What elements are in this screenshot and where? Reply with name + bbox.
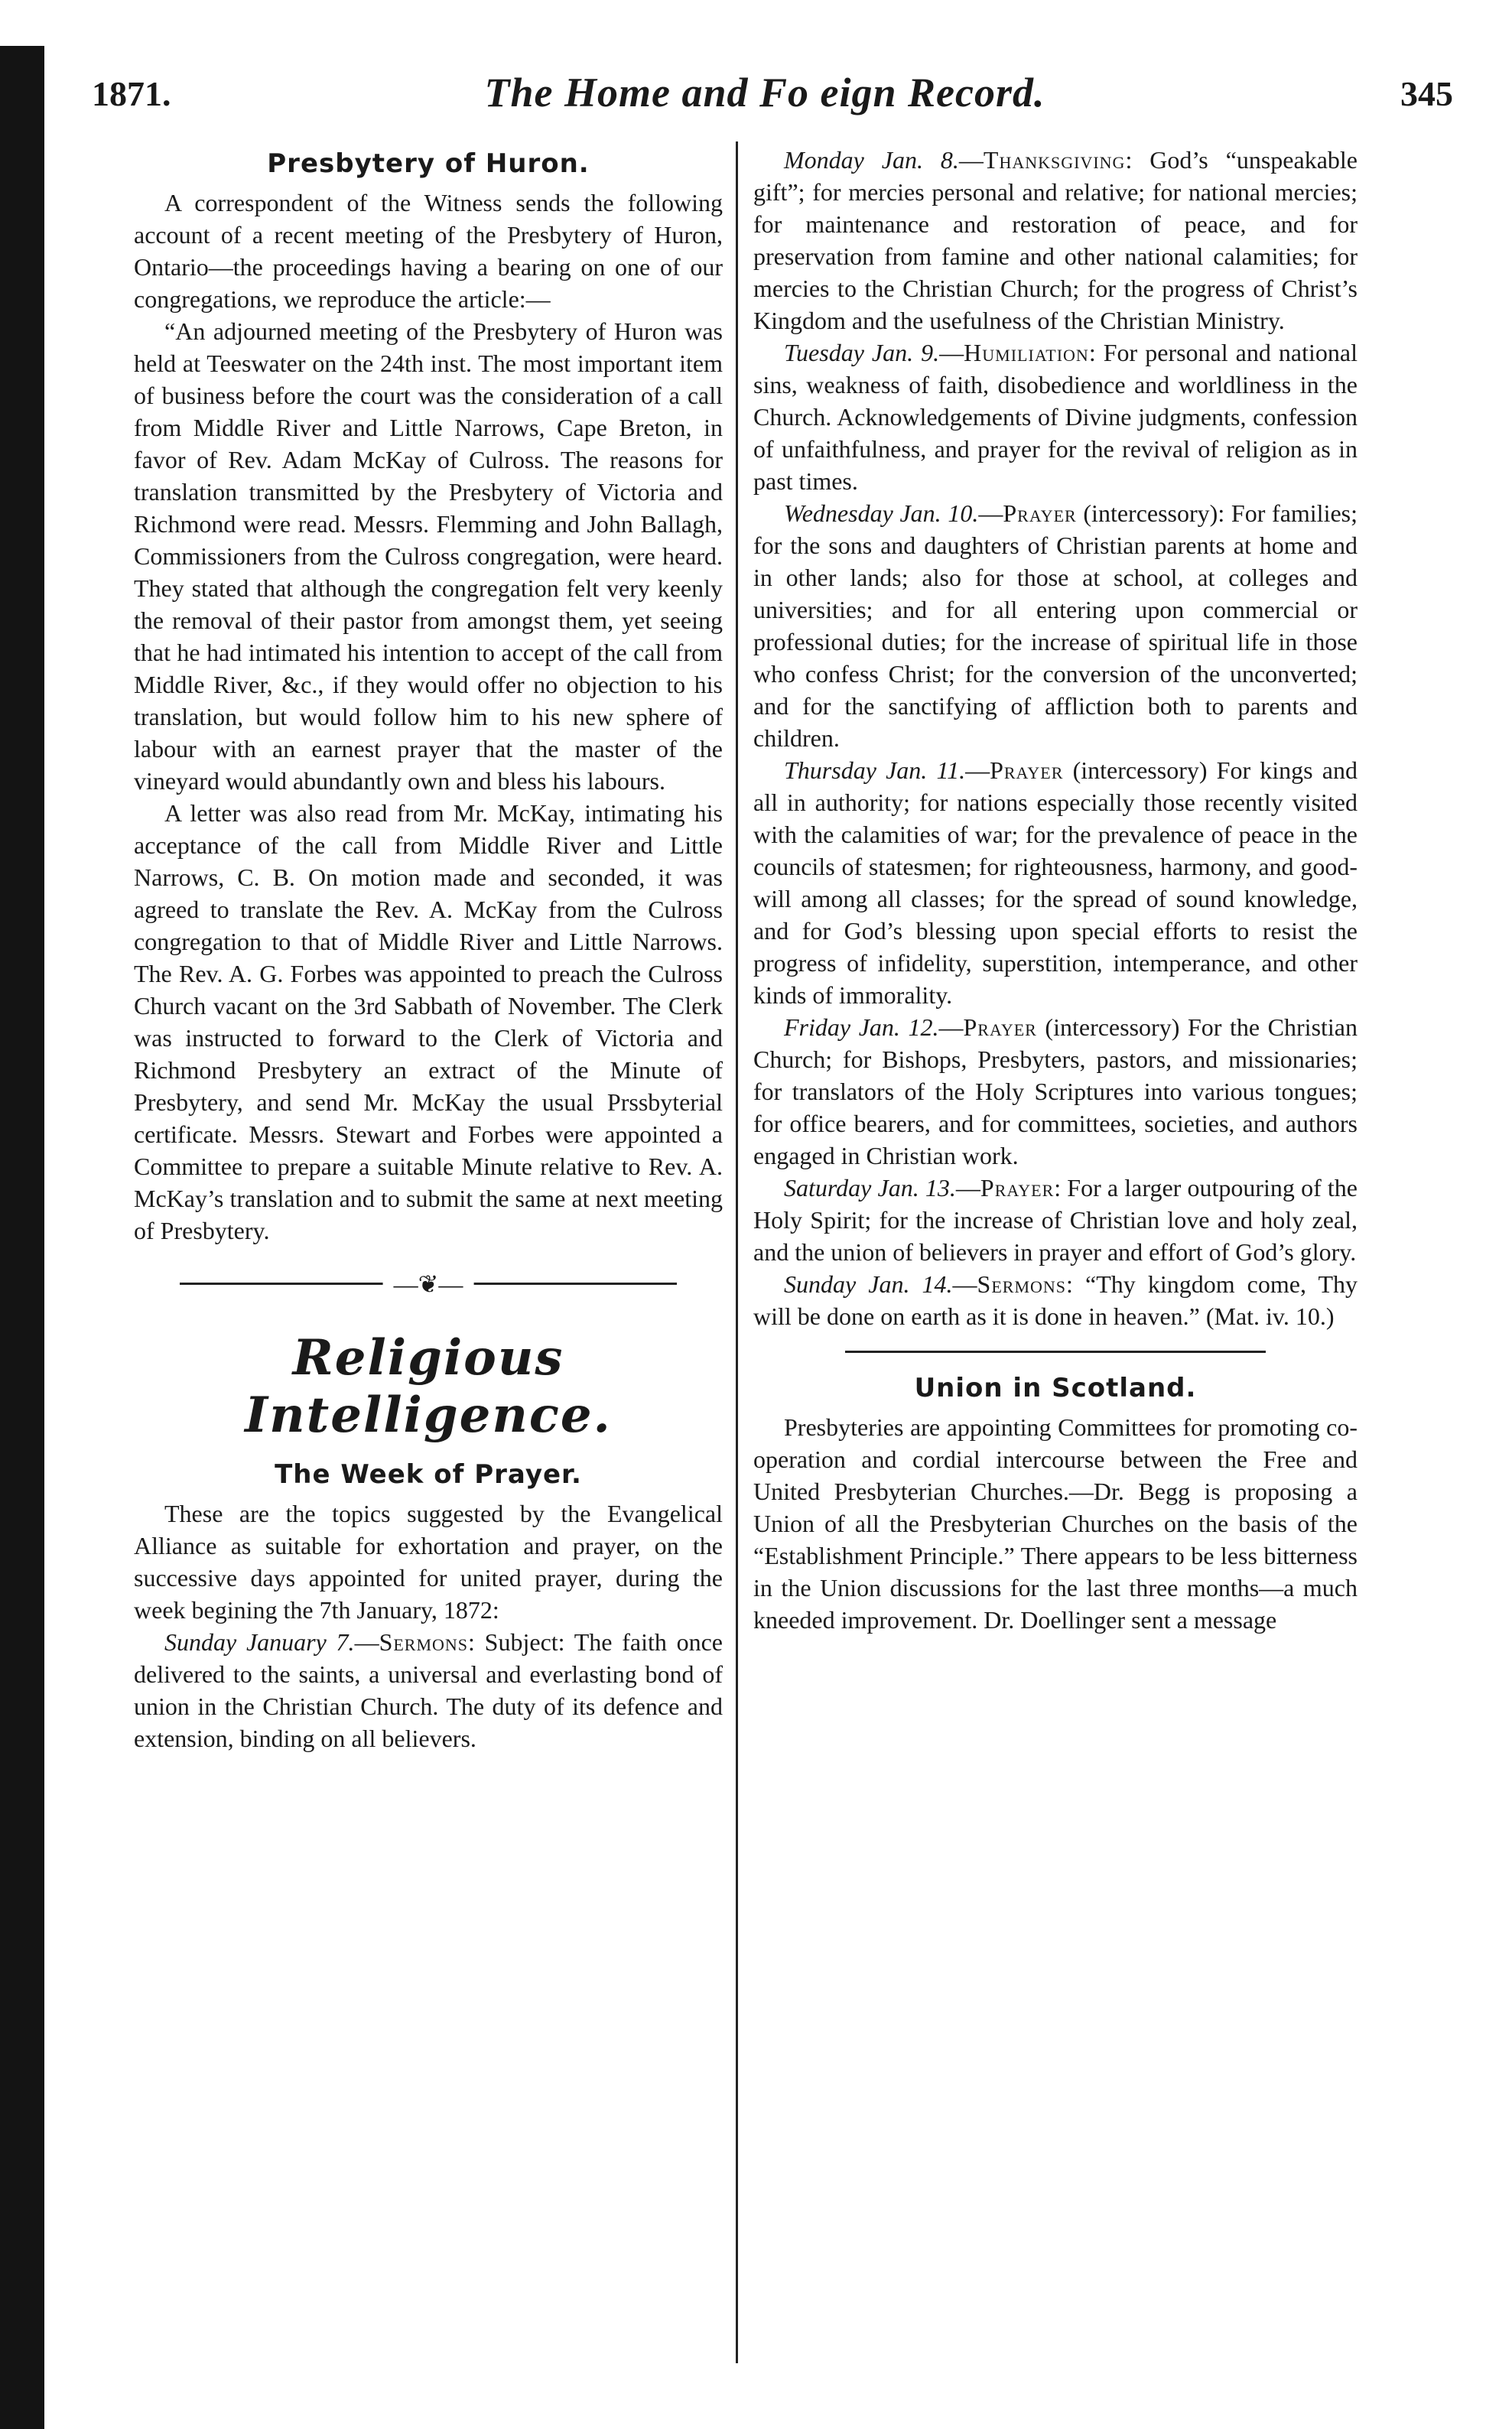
topic-kind: Prayer bbox=[980, 1174, 1055, 1201]
entry-text: (intercessory): For families; for the sons and daughters of Christian parents at home and in other lands; also for those at school, at colleges and universities; and for all entering upon commercial or professional duties; for the increase of spiritual life in those who confess Christ; for the conversion of the unconverted; and for the sanctifying of affliction both to parents and children. bbox=[753, 499, 1358, 752]
entry-text: : For a larger outpouring of the Holy Spirit; for the increase of Christian love and holy zeal, and the union of believers in prayer and effort of God’s glory. bbox=[753, 1174, 1358, 1266]
day-label: Thursday Jan. 11. bbox=[784, 756, 966, 784]
day-label: Sunday Jan. 14. bbox=[784, 1270, 953, 1298]
entry-monday: Monday Jan. 8.—Thanksgiving: God’s “unspeakable gift”; for mercies personal and relative; for national mercies; for maintenance and restoration of peace, and for preservation from famine and other national calamities; for mercies to the Christian Church; for the progress of Christ’s Kingdom and the usefulness of the Christian Ministry. bbox=[753, 146, 1358, 334]
day-label: Monday Jan. 8. bbox=[784, 146, 959, 174]
topic-kind: Prayer bbox=[990, 756, 1064, 784]
left-column bbox=[134, 144, 723, 2377]
entry-sunday-jan-7: Sunday January 7.—Sermons: Subject: The faith once delivered to the saints, a universal and everlasting bond of union in the Christian Church. The duty of its defence and extension, binding on all believers. bbox=[134, 1628, 723, 1752]
entry-text: : Subject: The faith once delivered to the saints, a universal and everlasting bond of union in the Christian Church. The duty of its defence and extension, binding on all believers. bbox=[134, 1628, 723, 1752]
huron-paragraph-3: A letter was also read from Mr. McKay, intimating his acceptance of the call from Middle River and Little Narrows, C. B. On motion made and seconded, it was agreed to translate the Rev. A. McKay from the Culross congregation to that of Middle River and Little Narrows. The Rev. A. G. Forbes was appointed to preach the Culross Church vacant on the 3rd Sabbath of November. The Clerk was instructed to forward to the Clerk of Victoria and Richmond Presbytery an extract of the Minute of Presbytery, and send Mr. McKay the usual Prssbyterial certificate. Messrs. Stewart and Forbes were appointed a Committee to prepare a suitable Minute relative to Rev. A. McKay’s translation and to submit the same at next meeting of Presbytery. bbox=[134, 799, 723, 1244]
day-label: Saturday Jan. 13. bbox=[784, 1174, 956, 1201]
huron-paragraph-2: “An adjourned meeting of the Presbytery of Huron was held at Teeswater on the 24th inst. The most important item of business before the court was the consideration of a call from Middle River and Little Narrows, Cape Breton, in favor of Rev. Adam McKay of Culross. The reasons for translation transmitted by the Presbytery of Victoria and Richmond were read. Messrs. Flemming and John Ballagh, Commissioners from the Culross congregation, were heard. They stated that although the congregation felt very keenly the removal of their pastor from amongst them, yet seeing that he had intimated his intention to accept of the call from Middle River, &c., if they would offer no objection to his translation, but would follow him to his new sphere of labour with an earnest prayer that the master of the vineyard would abundantly own and bless his labours. bbox=[134, 317, 723, 795]
header-year: 1871. bbox=[92, 74, 171, 113]
topic-kind: Sermons bbox=[379, 1628, 469, 1656]
section-rule bbox=[845, 1351, 1266, 1353]
entry-tuesday: Tuesday Jan. 9.—Humiliation: For personal and national sins, weakness of faith, disobedience and worldliness in the Church. Acknowledgements of Divine judgments, confession of unfaithfulness, and prayer for the revival of religion as in past times. bbox=[753, 339, 1358, 495]
entry-text: : For personal and national sins, weakness of faith, disobedience and worldliness in the Church. Acknowledgements of Divine judgments, confession of unfaithfulness, and prayer for the revival of religion as in past times. bbox=[753, 339, 1358, 495]
week-of-prayer-heading: The Week of Prayer. bbox=[275, 1459, 582, 1490]
right-column bbox=[753, 144, 1358, 2377]
day-label: Sunday January 7. bbox=[164, 1628, 355, 1656]
huron-heading: Presbytery of Huron. bbox=[267, 148, 590, 179]
entry-saturday: Saturday Jan. 13.—Prayer: For a larger outpouring of the Holy Spirit; for the increase of Christian love and holy zeal, and the union of believers in prayer and effort of God’s glory. bbox=[753, 1174, 1358, 1266]
entry-wednesday: Wednesday Jan. 10.—Prayer (intercessory): For families; for the sons and daughters of Christian parents at home and in other lands; also for those at school, at colleges and universities; and for all entering upon commercial or professional duties; for the increase of spiritual life in those who confess Christ; for the conversion of the unconverted; and for the sanctifying of affliction both to parents and children. bbox=[753, 499, 1358, 752]
week-intro-paragraph: These are the topics suggested by the Evangelical Alliance as suitable for exhortation and prayer, on the successive days appointed for united prayer, during the week begining the 7th January, 1872: bbox=[134, 1500, 723, 1624]
spine-top-gap bbox=[0, 0, 44, 46]
entry-thursday: Thursday Jan. 11.—Prayer (intercessory) For kings and all in authority; for nations especially those recently visited with the calamities of war; for the prevalence of peace in the councils of statesmen; for righteousness, harmony, and good-will among all classes; for the spread of sound knowledge, and for God’s blessing upon special efforts to resist the progress of infidelity, superstition, intemperance, and other kinds of immorality. bbox=[753, 756, 1358, 1009]
topic-kind: Sermons bbox=[977, 1270, 1067, 1298]
page-number: 345 bbox=[1400, 74, 1453, 113]
topic-kind: Thanksgiving bbox=[983, 146, 1126, 174]
huron-paragraph-1: A correspondent of the Witness sends the following account of a recent meeting of the Presbytery of Huron, Ontario—the proceedings having a bearing on one of our congregations, we reproduce the article:— bbox=[134, 189, 723, 313]
union-paragraph-1: Presbyteries are appointing Committees for promoting co-operation and cordial intercourse between the Free and United Presbyterian Churches.—Dr. Begg is proposing a Union of all the Presbyterian Churches on the basis of the “Establishment Principle.” There appears to be less bitterness in the Union discussions for the last three months—a much kneeded improvement. Dr. Doellinger sent a message bbox=[753, 1413, 1358, 1634]
header-title: The Home and Fo eign Record. bbox=[484, 70, 1045, 115]
entry-sunday-jan-14: Sunday Jan. 14.—Sermons: “Thy kingdom come, Thy will be done on earth as it is done in heaven.” (Mat. iv. 10.) bbox=[753, 1270, 1358, 1330]
entry-text: : God’s “unspeakable gift”; for mercies personal and relative; for national mercies; for maintenance and restoration of peace, and for preservation from famine and other national calamities; for mercies to the Christian Church; for the progress of Christ’s Kingdom and the usefulness of the Christian Ministry. bbox=[753, 146, 1358, 334]
ornament-flourish: —❦— bbox=[383, 1270, 474, 1299]
entry-text: (intercessory) For the Christian Church; for Bishops, Presbyters, pastors, and missionaries; for translators of the Holy Scriptures into various tongues; for office bearers, and for committees, societies, and authors engaged in Christian work. bbox=[753, 1013, 1358, 1169]
section-banner: Religious Intelligence. bbox=[245, 1329, 612, 1444]
ornament-divider bbox=[180, 1268, 677, 1299]
topic-kind: Humiliation bbox=[964, 339, 1089, 366]
day-label: Tuesday Jan. 9. bbox=[784, 339, 940, 366]
entry-text: : “Thy kingdom come, Thy will be done on earth as it is done in heaven.” (Mat. iv. 10.) bbox=[753, 1270, 1358, 1330]
entry-text: (intercessory) For kings and all in authority; for nations especially those recently visited with the calamities of war; for the prevalence of peace in the councils of statesmen; for righteousness, harmony, and good-will among all classes; for the spread of sound knowledge, and for God’s blessing upon special efforts to resist the progress of infidelity, superstition, intemperance, and other kinds of immorality. bbox=[753, 756, 1358, 1009]
topic-kind: Prayer bbox=[963, 1013, 1037, 1041]
day-label: Wednesday Jan. 10. bbox=[784, 499, 979, 527]
union-heading: Union in Scotland. bbox=[914, 1373, 1197, 1403]
column-divider bbox=[736, 141, 738, 2363]
entry-friday: Friday Jan. 12.—Prayer (intercessory) For the Christian Church; for Bishops, Presbyters, pastors, and missionaries; for translators of the Holy Scriptures into various tongues; for office bearers, and for committees, societies, and authors engaged in Christian work. bbox=[753, 1013, 1358, 1169]
day-label: Friday Jan. 12. bbox=[784, 1013, 939, 1041]
page-header bbox=[92, 70, 1468, 127]
topic-kind: Prayer bbox=[1003, 499, 1077, 527]
binding-spine bbox=[0, 0, 44, 2429]
